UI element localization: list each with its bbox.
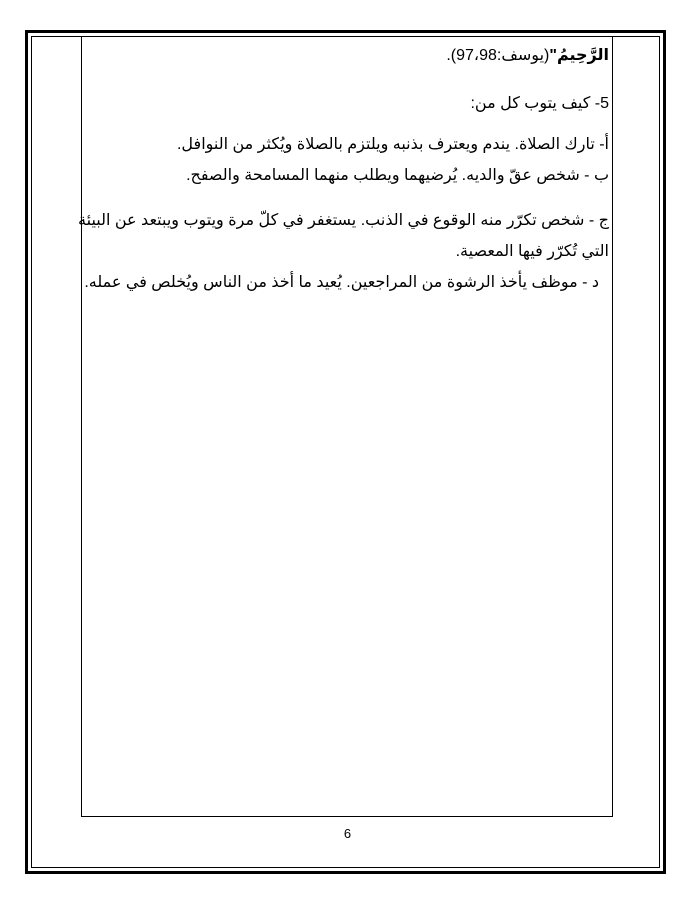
answer-item-c-line-2: التي تُكرّر فيها المعصية. <box>455 243 609 260</box>
answer-item-d: د - موظف يأخذ الرشوة من المراجعين. يُعيد ما أخذ من الناس ويُخلص في عمله. <box>84 274 599 291</box>
question-5-heading: 5- كيف يتوب كل من: <box>470 95 609 112</box>
verse-reference: (يوسف:97،98). <box>446 47 550 64</box>
verse-end-word: الرَّحِيمُ" <box>549 47 609 64</box>
answer-item-c-line-1: ج - شخص تكرّر منه الوقوع في الذنب. يستغفر في كلّ مرة ويتوب ويبتعد عن البيئة <box>78 212 609 229</box>
answer-item-b: ب - شخص عقّ والديه. يُرضيهما ويطلب منهما المسامحة والصفح. <box>186 167 609 184</box>
verse-citation-line <box>446 46 609 66</box>
page-number: 6 <box>343 826 352 841</box>
answer-item-a: أ- تارك الصلاة. يندم ويعترف بذنبه ويلتزم بالصلاة ويُكثر من النوافل. <box>176 136 609 153</box>
